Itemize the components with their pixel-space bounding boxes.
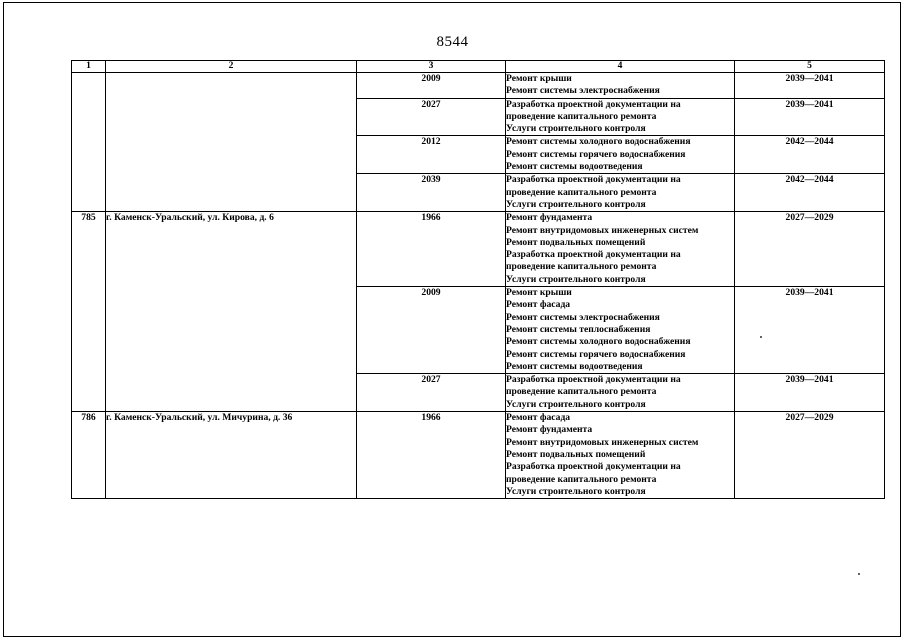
table-row xyxy=(72,412,885,499)
work-item: Ремонт системы холодного водоснабжения xyxy=(506,336,691,348)
work-item: Ремонт системы электроснабжения xyxy=(506,85,660,97)
column-number-row xyxy=(72,61,885,73)
work-item: Ремонт системы водоотведения xyxy=(506,360,643,372)
work-item: Ремонт системы электроснабжения xyxy=(506,311,660,323)
work-item: Разработка проектной документации на xyxy=(506,174,681,186)
build-year-cell: 2027 xyxy=(357,374,506,412)
column-header-1: 1 xyxy=(72,61,106,73)
table-row xyxy=(72,212,885,287)
period-cell: 2039—2041 xyxy=(735,98,885,136)
work-item: Ремонт фасада xyxy=(506,299,571,311)
work-item: Услуги строительного контроля xyxy=(506,273,646,285)
work-item: Ремонт крыши xyxy=(506,73,572,84)
work-item: Ремонт подвальных помещений xyxy=(506,448,646,460)
work-item: проведение капитального ремонта xyxy=(506,110,657,122)
period-cell: 2039—2041 xyxy=(735,287,885,374)
build-year-cell: 2009 xyxy=(357,287,506,374)
entry-number-cell: 786 xyxy=(72,412,106,499)
work-item: Услуги строительного контроля xyxy=(506,198,646,210)
work-item: Ремонт подвальных помещений xyxy=(506,236,646,248)
work-item: Услуги строительного контроля xyxy=(506,398,646,410)
repair-schedule-table xyxy=(71,60,885,499)
works-list-cell xyxy=(506,374,735,412)
works-list-cell xyxy=(506,412,735,499)
entry-address-cell xyxy=(106,73,357,212)
work-item: проведение капитального ремонта xyxy=(506,473,657,485)
period-cell: 2042—2044 xyxy=(735,136,885,174)
work-item: Ремонт внутридомовых инженерных систем xyxy=(506,436,699,448)
scan-speck xyxy=(760,336,762,338)
work-item: Ремонт системы теплоснабжения xyxy=(506,323,651,335)
build-year-cell: 1966 xyxy=(357,412,506,499)
build-year-cell: 1966 xyxy=(357,212,506,287)
period-cell: 2027—2029 xyxy=(735,412,885,499)
period-cell: 2039—2041 xyxy=(735,374,885,412)
scan-speck xyxy=(858,573,860,575)
build-year-cell: 2012 xyxy=(357,136,506,174)
work-item: Ремонт фасада xyxy=(506,412,571,424)
table-row xyxy=(72,73,885,99)
work-item: Ремонт фундамента xyxy=(506,424,593,436)
work-item: Ремонт крыши xyxy=(506,287,572,299)
work-item: Услуги строительного контроля xyxy=(506,485,646,497)
work-item: Ремонт системы горячего водоснабжения xyxy=(506,348,686,360)
works-list-cell xyxy=(506,136,735,174)
works-list-cell xyxy=(506,212,735,287)
work-item: Ремонт фундамента xyxy=(506,212,593,224)
work-item: Ремонт системы водоотведения xyxy=(506,161,643,173)
column-header-2: 2 xyxy=(106,61,357,73)
period-cell: 2042—2044 xyxy=(735,174,885,212)
work-item: проведение капитального ремонта xyxy=(506,261,657,273)
work-item: Разработка проектной документации на xyxy=(506,98,681,110)
page-number: 8544 xyxy=(436,34,469,50)
work-item: Ремонт внутридомовых инженерных систем xyxy=(506,224,699,236)
works-list-cell xyxy=(506,174,735,212)
period-cell: 2039—2041 xyxy=(735,73,885,99)
works-list-cell xyxy=(506,73,735,99)
column-header-3: 3 xyxy=(357,61,506,73)
entry-address-cell: г. Каменск-Уральский, ул. Кирова, д. 6 xyxy=(106,212,357,412)
work-item: Разработка проектной документации на xyxy=(506,461,681,473)
work-item: Ремонт системы холодного водоснабжения xyxy=(506,136,691,148)
entry-number-cell xyxy=(72,73,106,212)
works-list-cell xyxy=(506,98,735,136)
work-item: Ремонт системы горячего водоснабжения xyxy=(506,148,686,160)
entry-number-cell: 785 xyxy=(72,212,106,412)
period-cell: 2027—2029 xyxy=(735,212,885,287)
work-item: Разработка проектной документации на xyxy=(506,249,681,261)
entry-address-cell: г. Каменск-Уральский, ул. Мичурина, д. 36 xyxy=(106,412,357,499)
work-item: Разработка проектной документации на xyxy=(506,374,681,386)
work-item: проведение капитального ремонта xyxy=(506,186,657,198)
work-item: Услуги строительного контроля xyxy=(506,123,646,135)
work-item: проведение капитального ремонта xyxy=(506,386,657,398)
column-header-4: 4 xyxy=(506,61,735,73)
column-header-5: 5 xyxy=(735,61,885,73)
build-year-cell: 2027 xyxy=(357,98,506,136)
works-list-cell xyxy=(506,287,735,374)
build-year-cell: 2039 xyxy=(357,174,506,212)
build-year-cell: 2009 xyxy=(357,73,506,99)
